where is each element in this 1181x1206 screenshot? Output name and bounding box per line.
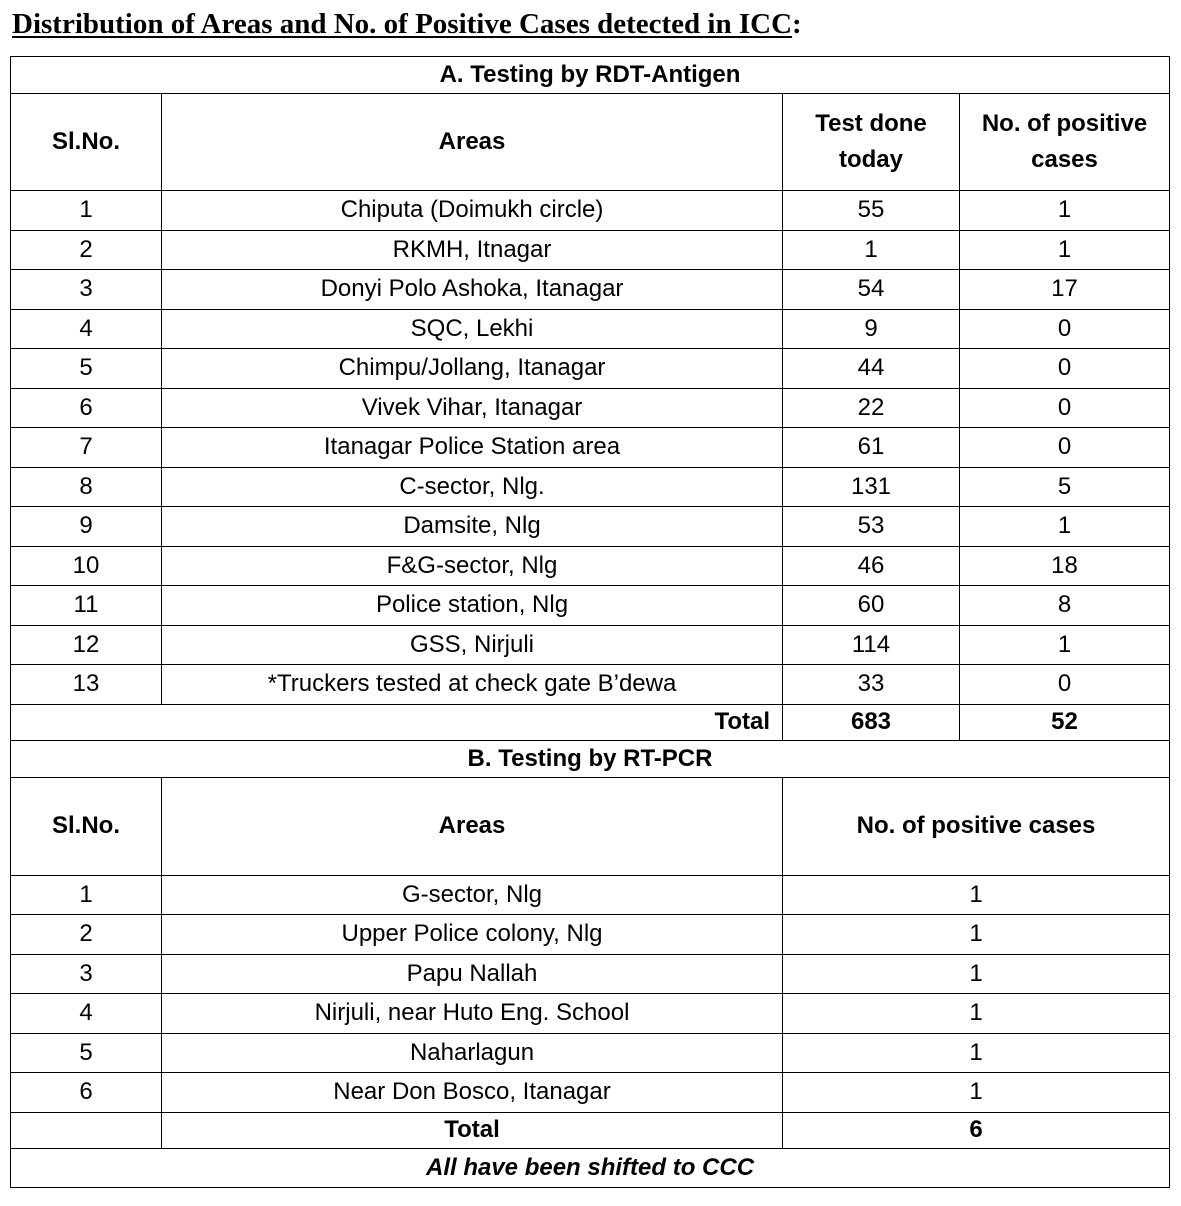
sl-no-cell: 5 xyxy=(11,1033,162,1073)
header-positive-cases: No. of positive cases xyxy=(783,777,1170,875)
positive-cell: 0 xyxy=(960,665,1170,705)
area-cell: SQC, Lekhi xyxy=(162,309,783,349)
sl-no-cell: 12 xyxy=(11,625,162,665)
header-areas: Areas xyxy=(162,94,783,191)
area-cell: Chimpu/Jollang, Itanagar xyxy=(162,349,783,389)
tests-cell: 131 xyxy=(783,467,960,507)
area-cell: Donyi Polo Ashoka, Itanagar xyxy=(162,270,783,310)
tests-cell: 53 xyxy=(783,507,960,547)
table-row xyxy=(11,625,1170,665)
positive-cell: 8 xyxy=(960,586,1170,626)
table-row xyxy=(11,191,1170,231)
table-row xyxy=(11,467,1170,507)
table-row xyxy=(11,954,1170,994)
sl-no-cell: 1 xyxy=(11,875,162,915)
tests-cell: 114 xyxy=(783,625,960,665)
table-row xyxy=(11,507,1170,547)
page-title xyxy=(12,4,802,44)
area-cell: Chiputa (Doimukh circle) xyxy=(162,191,783,231)
area-cell: RKMH, Itnagar xyxy=(162,230,783,270)
sl-no-cell: 8 xyxy=(11,467,162,507)
positive-cell: 5 xyxy=(960,467,1170,507)
positive-cell: 1 xyxy=(960,507,1170,547)
table-row xyxy=(11,388,1170,428)
section-b-total-row xyxy=(11,1112,1170,1148)
sl-no-cell: 10 xyxy=(11,546,162,586)
sl-no-cell: 4 xyxy=(11,309,162,349)
tests-cell: 1 xyxy=(783,230,960,270)
table-row xyxy=(11,915,1170,955)
tests-cell: 46 xyxy=(783,546,960,586)
table-row xyxy=(11,546,1170,586)
sl-no-cell: 7 xyxy=(11,428,162,468)
positive-cell: 17 xyxy=(960,270,1170,310)
total-tests: 683 xyxy=(783,704,960,740)
area-cell: Nirjuli, near Huto Eng. School xyxy=(162,994,783,1034)
sl-no-cell: 6 xyxy=(11,388,162,428)
sl-no-cell: 4 xyxy=(11,994,162,1034)
area-cell: Itanagar Police Station area xyxy=(162,428,783,468)
footer-note-row xyxy=(11,1148,1170,1187)
footer-note: All have been shifted to CCC xyxy=(11,1148,1170,1187)
total-label: Total xyxy=(11,704,783,740)
tests-cell: 55 xyxy=(783,191,960,231)
table-row xyxy=(11,1073,1170,1113)
positive-cell: 0 xyxy=(960,388,1170,428)
tests-cell: 61 xyxy=(783,428,960,468)
area-cell: Vivek Vihar, Itanagar xyxy=(162,388,783,428)
sl-no-cell: 3 xyxy=(11,954,162,994)
total-empty-cell xyxy=(11,1112,162,1148)
area-cell: Damsite, Nlg xyxy=(162,507,783,547)
positive-cell: 1 xyxy=(783,954,1170,994)
total-label: Total xyxy=(162,1112,783,1148)
table-row xyxy=(11,309,1170,349)
positive-cell: 0 xyxy=(960,428,1170,468)
positive-cell: 0 xyxy=(960,309,1170,349)
positive-cell: 1 xyxy=(783,1073,1170,1113)
sl-no-cell: 2 xyxy=(11,230,162,270)
tests-cell: 60 xyxy=(783,586,960,626)
section-b-header-row xyxy=(11,777,1170,875)
tests-cell: 44 xyxy=(783,349,960,389)
positive-cell: 1 xyxy=(960,191,1170,231)
sl-no-cell: 9 xyxy=(11,507,162,547)
area-cell: G-sector, Nlg xyxy=(162,875,783,915)
section-b-heading-row xyxy=(11,740,1170,777)
positive-cell: 1 xyxy=(783,994,1170,1034)
section-a-heading-row xyxy=(11,57,1170,94)
table-row xyxy=(11,586,1170,626)
total-positive: 6 xyxy=(783,1112,1170,1148)
tests-cell: 33 xyxy=(783,665,960,705)
sl-no-cell: 5 xyxy=(11,349,162,389)
sl-no-cell: 1 xyxy=(11,191,162,231)
header-areas: Areas xyxy=(162,777,783,875)
area-cell: Papu Nallah xyxy=(162,954,783,994)
header-positive-cases: No. of positive cases xyxy=(960,94,1170,191)
table-row xyxy=(11,428,1170,468)
section-a-heading: A. Testing by RDT-Antigen xyxy=(11,57,1170,94)
section-b-heading: B. Testing by RT-PCR xyxy=(11,740,1170,777)
positive-cell: 1 xyxy=(783,915,1170,955)
page-title-colon: : xyxy=(792,8,802,40)
total-positive: 52 xyxy=(960,704,1170,740)
header-sl-no: Sl.No. xyxy=(11,94,162,191)
tests-cell: 54 xyxy=(783,270,960,310)
section-a-total-row xyxy=(11,704,1170,740)
tests-cell: 22 xyxy=(783,388,960,428)
sl-no-cell: 11 xyxy=(11,586,162,626)
table-row xyxy=(11,349,1170,389)
positive-cell: 1 xyxy=(783,1033,1170,1073)
table-row xyxy=(11,875,1170,915)
area-cell: Police station, Nlg xyxy=(162,586,783,626)
table-row xyxy=(11,230,1170,270)
area-cell: F&G-sector, Nlg xyxy=(162,546,783,586)
table-row xyxy=(11,270,1170,310)
positive-cell: 1 xyxy=(783,875,1170,915)
area-cell: *Truckers tested at check gate B’dewa xyxy=(162,665,783,705)
area-cell: Upper Police colony, Nlg xyxy=(162,915,783,955)
area-cell: GSS, Nirjuli xyxy=(162,625,783,665)
page-title-text: Distribution of Areas and No. of Positive Cases detected in ICC xyxy=(12,8,793,40)
header-sl-no: Sl.No. xyxy=(11,777,162,875)
sl-no-cell: 6 xyxy=(11,1073,162,1113)
sl-no-cell: 2 xyxy=(11,915,162,955)
tests-cell: 9 xyxy=(783,309,960,349)
positive-cell: 1 xyxy=(960,230,1170,270)
area-cell: Naharlagun xyxy=(162,1033,783,1073)
positive-cell: 18 xyxy=(960,546,1170,586)
area-cell: C-sector, Nlg. xyxy=(162,467,783,507)
sl-no-cell: 3 xyxy=(11,270,162,310)
table-row xyxy=(11,665,1170,705)
header-test-done-today: Test done today xyxy=(783,94,960,191)
table-row xyxy=(11,1033,1170,1073)
positive-cell: 0 xyxy=(960,349,1170,389)
table-row xyxy=(11,994,1170,1034)
section-a-header-row xyxy=(11,94,1170,191)
cases-table xyxy=(10,56,1170,1188)
sl-no-cell: 13 xyxy=(11,665,162,705)
area-cell: Near Don Bosco, Itanagar xyxy=(162,1073,783,1113)
positive-cell: 1 xyxy=(960,625,1170,665)
